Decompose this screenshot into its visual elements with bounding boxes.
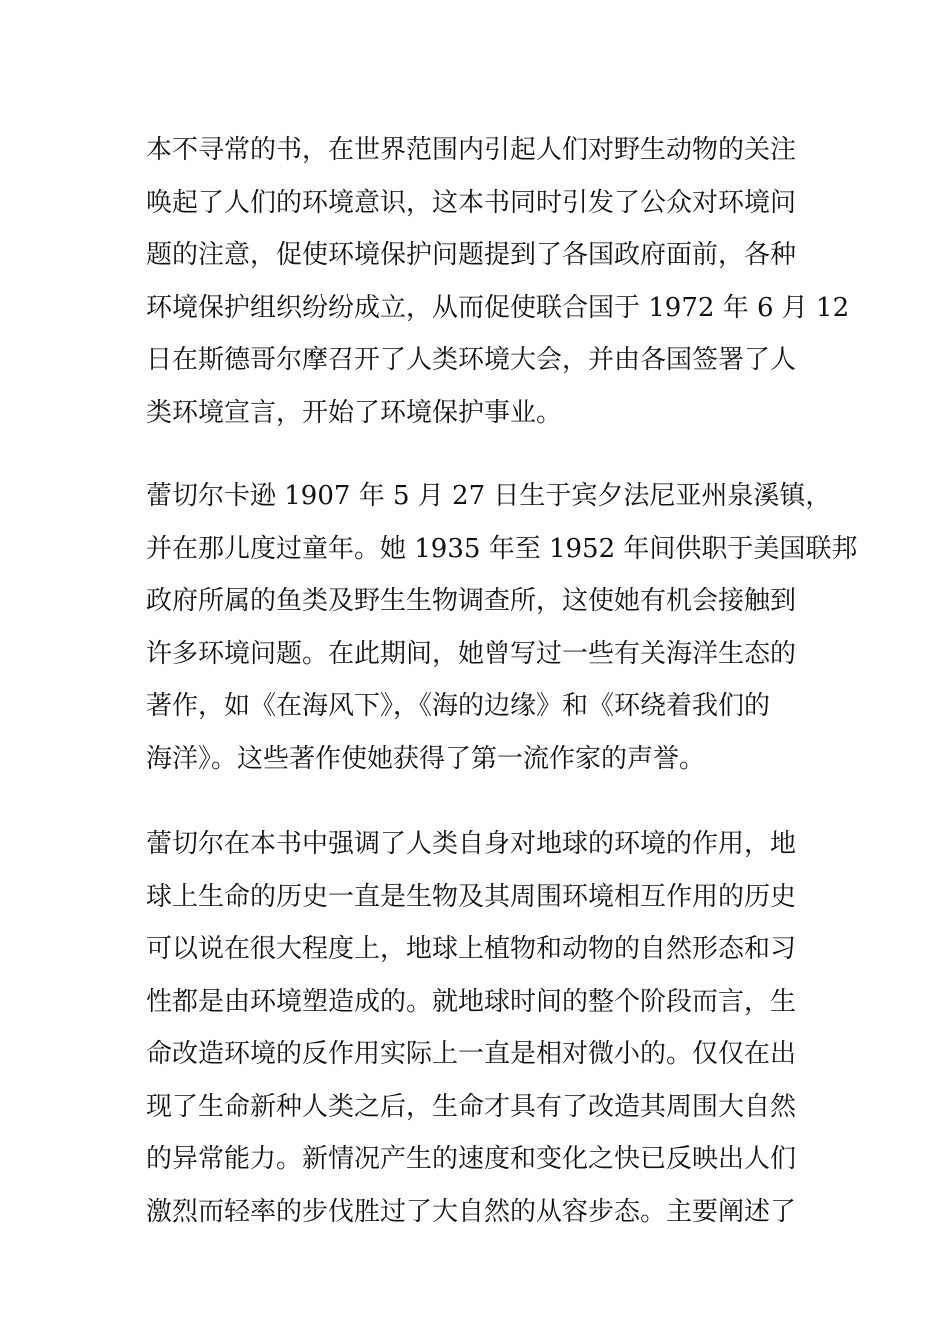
text-line: 现了生命新种人类之后，生命才具有了改造其周围大自然 <box>146 1091 797 1122</box>
text-line: 性都是由环境塑造成的。就地球时间的整个阶段而言，生 <box>146 986 797 1017</box>
text-line: 唤起了人们的环境意识，这本书同时引发了公众对环境问 <box>146 187 797 218</box>
text-line: 题的注意，促使环境保护问题提到了各国政府面前，各种 <box>146 240 797 270</box>
text-line: 著作，如《在海风下》，《海的边缘》和《环绕着我们的 <box>146 691 771 721</box>
text-line: 政府所属的鱼类及野生生物调查所，这使她有机会接触到 <box>146 586 797 616</box>
text-line: 并在那儿度过童年。她 1935 年至 1952 年间供职于美国联邦 <box>146 533 858 564</box>
text-line: 类环境宣言，开始了环境保护事业。 <box>146 397 563 428</box>
text-line: 蕾切尔卡逊 1907 年 5 月 27 日生于宾夕法尼亚州泉溪镇， <box>146 481 832 511</box>
text-line: 激烈而轻率的步伐胜过了大自然的从容步态。主要阐述了 <box>146 1196 797 1227</box>
paragraph-2 <box>146 470 858 785</box>
text-line: 蕾切尔在本书中强调了人类自身对地球的环境的作用，地 <box>146 829 797 859</box>
text-line: 海洋》。这些著作使她获得了第一流作家的声誉。 <box>146 743 706 774</box>
text-line: 本不寻常的书，在世界范围内引起人们对野生动物的关注 <box>146 135 797 165</box>
text-line: 球上生命的历史一直是生物及其周围环境相互作用的历史 <box>146 881 797 912</box>
text-line: 的异常能力。新情况产生的速度和变化之快已反映出人们 <box>146 1144 797 1174</box>
paragraph-3 <box>146 818 816 1238</box>
paragraph-1 <box>146 124 850 439</box>
text-line: 可以说在很大程度上，地球上植物和动物的自然形态和习 <box>146 934 797 964</box>
text-line: 命改造环境的反作用实际上一直是相对微小的。仅仅在出 <box>146 1039 797 1069</box>
text-line: 环境保护组织纷纷成立，从而促使联合国于 1972 年 6 月 12 <box>146 292 850 323</box>
text-line: 日在斯德哥尔摩召开了人类环境大会，并由各国签署了人 <box>146 345 797 375</box>
text-line: 许多环境问题。在此期间，她曾写过一些有关海洋生态的 <box>146 638 797 669</box>
